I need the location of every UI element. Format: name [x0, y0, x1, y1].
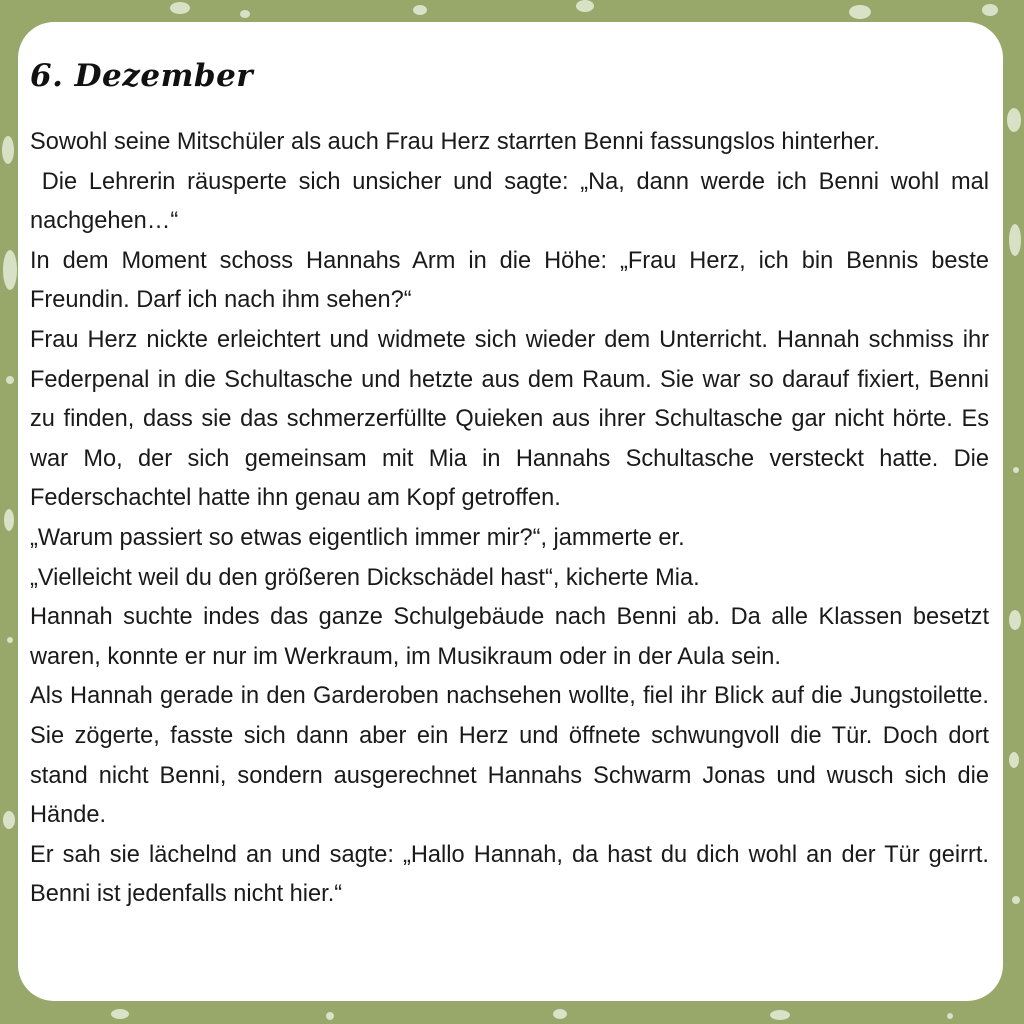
story-paragraph: Als Hannah gerade in den Garderoben nachsehen wollte, fiel ihr Blick auf die Jungstoilette. Sie zögerte, fasste sich dann aber ein Herz und öffnete schwungvoll die Tür. Doch dort stand nicht Benni, sondern ausgerechnet Hannahs Schwarm Jonas und wusch sich die Hände. — [30, 683, 996, 829]
story-paragraph: Die Lehrerin räusperte sich unsicher und sagte: „Na, dann werde ich Benni wohl mal nachgehen…“ — [30, 168, 996, 235]
story-paragraph: Sowohl seine Mitschüler als auch Frau Herz starrten Benni fassungslos hinterher. — [30, 129, 880, 155]
page-title: 6. Dezember — [30, 58, 254, 94]
story-paragraph: Frau Herz nickte erleichtert und widmete sich wieder dem Unterricht. Hannah schmiss ihr Federpenal in die Schultasche und hetzte aus dem Raum. Sie war so darauf fixiert, Benni zu finden, dass sie das schmerzerfüllte Quieken aus ihrer Schultasche gar nicht hörte. Es war Mo, der sich gemeinsam mit Mia in Hannahs Schultasche versteckt hatte. Die Federschachtel hatte ihn genau am Kopf getroffen. — [30, 326, 996, 512]
story-text — [30, 123, 996, 915]
story-paragraph: „Vielleicht weil du den größeren Dickschädel hast“, kicherte Mia. — [30, 564, 700, 591]
story-paragraph: Hannah suchte indes das ganze Schulgebäude nach Benni ab. Da alle Klassen besetzt waren, konnte er nur im Werkraum, im Musikraum oder in der Aula sein. — [30, 604, 996, 670]
story-paragraph: „Warum passiert so etwas eigentlich immer mir?“, jammerte er. — [30, 524, 685, 551]
story-card — [18, 22, 1003, 1001]
story-paragraph: In dem Moment schoss Hannahs Arm in die Höhe: „Frau Herz, ich bin Bennis beste Freundin. Darf ich nach ihm sehen?“ — [30, 247, 996, 314]
story-paragraph: Er sah sie lächelnd an und sagte: „Hallo Hannah, da hast du dich wohl an der Tür geirrt. Benni ist jedenfalls nicht hier.“ — [30, 841, 996, 908]
